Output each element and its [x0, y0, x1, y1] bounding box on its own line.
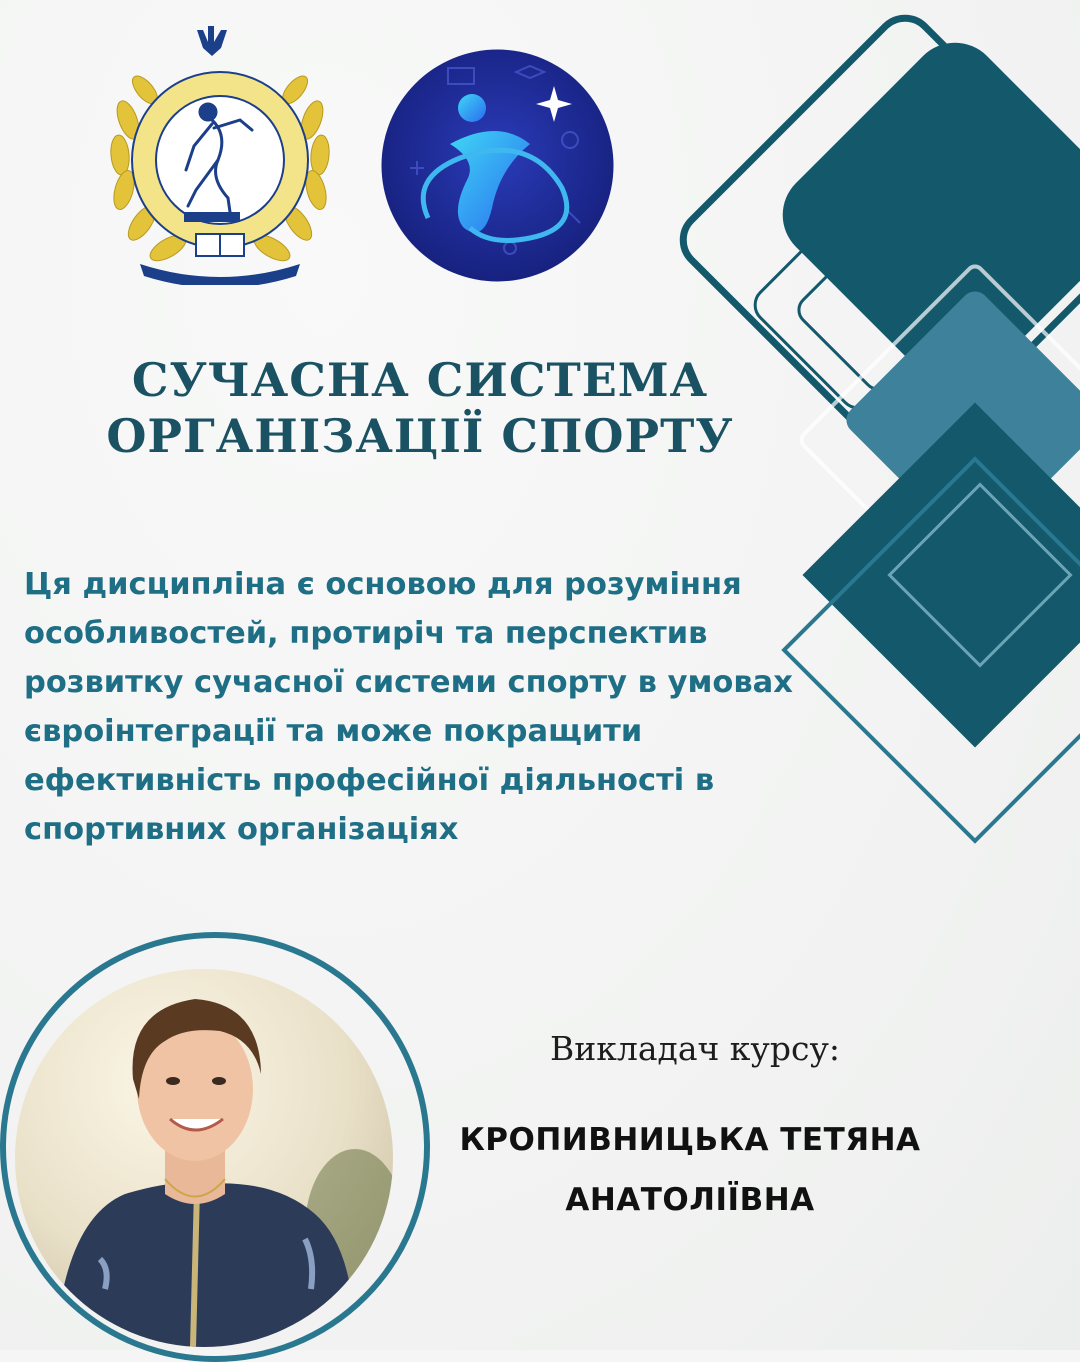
teacher-portrait-icon	[15, 969, 393, 1347]
page-title	[60, 352, 780, 464]
program-logo	[380, 48, 615, 283]
teacher-photo	[15, 969, 393, 1347]
teacher-label: Викладач курсу:	[550, 1029, 840, 1068]
teacher-name-line-2: АНАТОЛІЇВНА	[565, 1182, 815, 1218]
university-logo	[100, 20, 340, 285]
teacher-name-line-1: КРОПИВНИЦЬКА ТЕТЯНА	[459, 1122, 921, 1158]
title-line-1: СУЧАСНА СИСТЕМА	[131, 353, 709, 407]
teacher-name	[420, 1110, 960, 1230]
education-orbit-icon	[380, 48, 615, 283]
course-description: Ця дисципліна є основою для розуміння особливостей, протиріч та перспектив розвитку сучасної системи спорту в умовах євроінтеграції та може покращити ефективність професійної діяльності в спортивних організаціях	[24, 567, 793, 847]
university-emblem-icon	[100, 20, 340, 285]
title-line-2: ОРГАНІЗАЦІЇ СПОРТУ	[106, 409, 734, 463]
